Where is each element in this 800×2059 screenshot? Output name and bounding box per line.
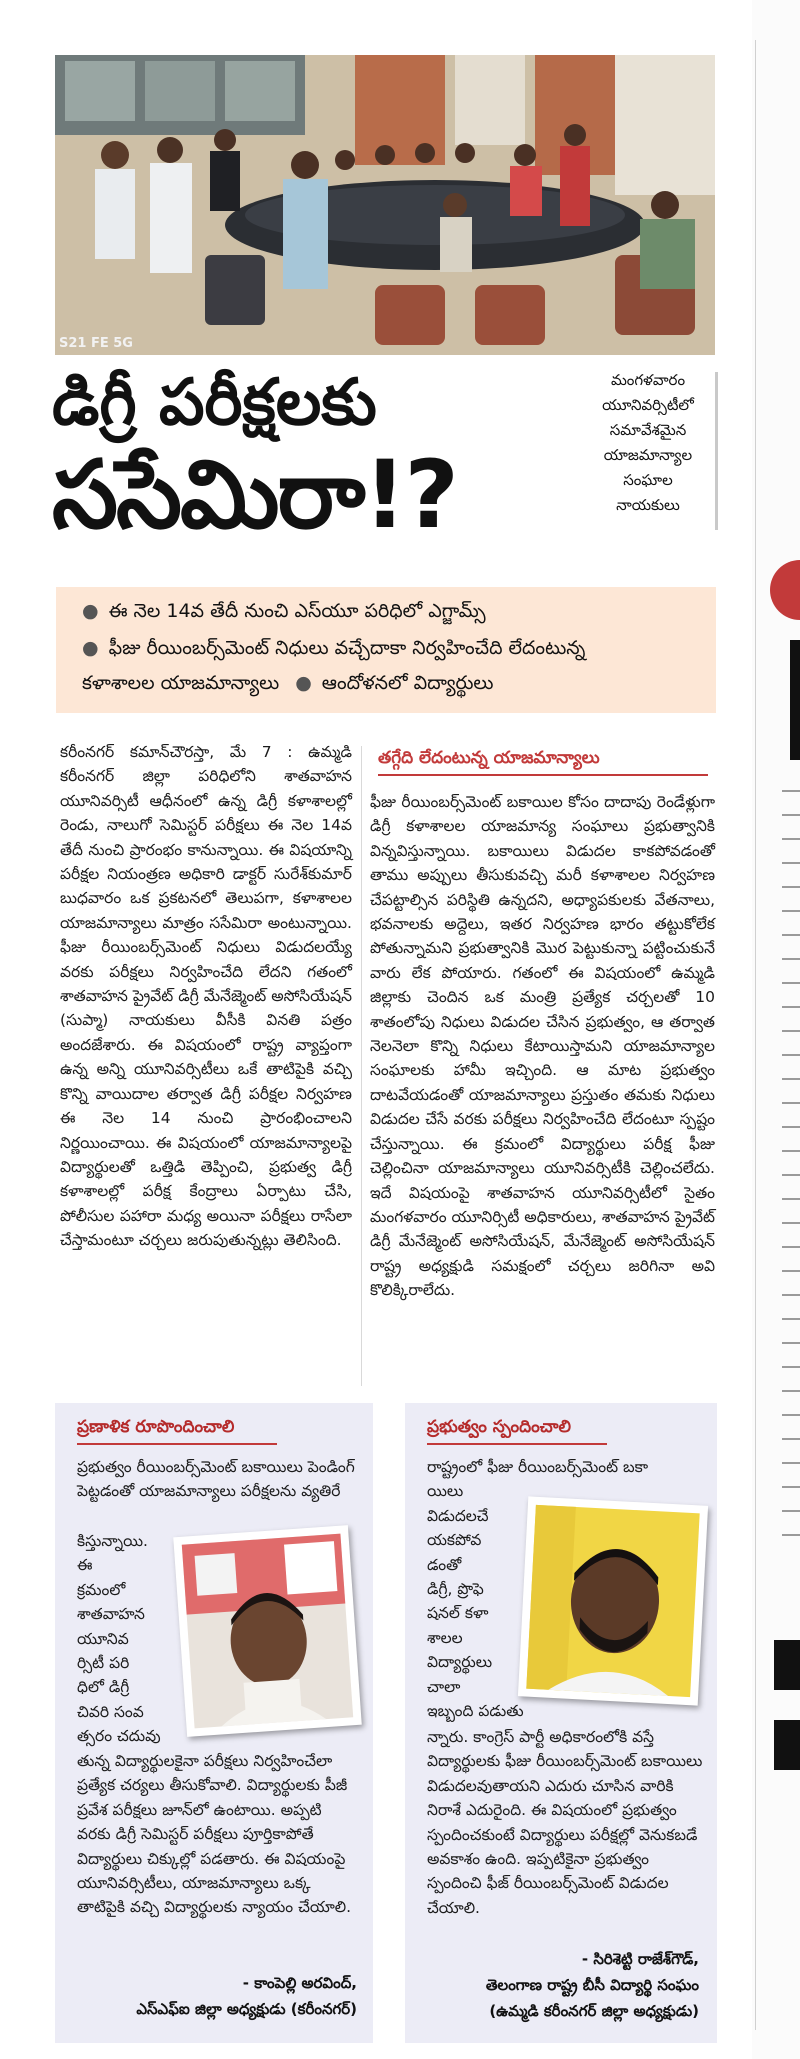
box-text: న్నారు. కాంగ్రెస్ పార్టీ అధికారంలోకి వస్తే విద్యార్థులకు ఫీజు రీయింబర్స్‌మెంట్ బకాయిలు విడుదలవుతాయని ఎదురు చూసిన వారికి నిరాశే ఎదురైంది. ఈ విషయంలో ప్రభుత్వం స్పందించకుంటే విద్యార్థులు పరీక్షల్లో వెనుకబడే అవకాశం ఉంది. ఇప్పటికైనా ప్రభుత్వం స్పందించి ఫీజ్ రీయింబర్స్‌మెంట్ విడుదల చేయాలి.: [427, 1728, 703, 1917]
portrait-photo-right: [518, 1496, 708, 1705]
portrait-photo-left: [173, 1525, 362, 1737]
signature-name: - సిరిశెట్టి రాజేశ్‌గౌడ్,: [581, 1950, 699, 1968]
bullet-icon: ●: [295, 672, 312, 694]
subheading-right: తగ్గేది లేదంటున్న యాజమాన్యాలు: [378, 748, 600, 768]
headline: [52, 365, 572, 551]
portrait-illustration: [518, 1496, 708, 1705]
caption-line: సమావేశమైన: [609, 421, 687, 439]
opinion-box-right: [405, 1403, 717, 2043]
caption-line: యాజమాన్యాల: [603, 446, 693, 464]
portrait-illustration: [173, 1525, 362, 1737]
adjacent-page-edge: [752, 0, 800, 2059]
page-gutter-rule: [755, 40, 756, 2030]
subheading-underline: [378, 774, 708, 776]
bullet-icon: ●: [82, 637, 99, 659]
box-title: ప్రణాళిక రూపొందించాలి: [77, 1417, 235, 1437]
signature-name: - కాంపెల్లి అరవింద్,: [242, 1974, 357, 1992]
opinion-box-left: [55, 1403, 373, 2043]
headline-line-2: ససేమిరా!?: [52, 441, 457, 550]
photo-caption: [582, 368, 714, 518]
highlight-item: కళాశాలల యాజమాన్యాలు ● ఆందోళనలో విద్యార్థులు: [82, 672, 494, 694]
caption-line: యూనివర్సిటీలో: [602, 396, 694, 414]
bullet-icon: ●: [82, 600, 99, 622]
signature-org: తెలంగాణ రాష్ట్ర బీసీ విద్యార్థి సంఘం: [485, 1976, 699, 1994]
headline-line-1: డిగ్రీ పరీక్షలకు: [52, 366, 377, 440]
box-title-underline: [427, 1443, 607, 1445]
box-text-side: కిస్తున్నాయి. ఈ క్రమంలో శాతవాహన యూనివ ర్సిటీ పరి ధిలో డిగ్రీ చివరి సంవ త్సరం చదువు: [77, 1532, 161, 1746]
highlight-item: ● ఫీజు రీయింబర్స్‌మెంట్ నిధులు వచ్చేదాకా నిర్వహించేది లేదంటున్న: [82, 637, 586, 659]
column-divider: [361, 746, 362, 1386]
camera-watermark: S21 FE 5G: [59, 336, 133, 351]
signature-role: ఎస్‌ఎఫ్‌ఐ జిల్లా అధ్యక్షుడు (కరీంనగర్): [136, 2000, 357, 2018]
caption-divider: [715, 372, 718, 530]
box-text: ప్రభుత్వం రీయింబర్స్‌మెంట్ బకాయిలు పెండింగ్ పెట్టడంతో యాజమాన్యాలు పరీక్షలను వ్యతిరే: [77, 1458, 355, 1501]
box-text-side: రాష్ట్రంలో ఫీజు రీయింబర్స్‌మెంట్ బకా యిలు విడుదలచే యకపోవ డంతో డిగ్రీ, ప్రొఫె షనల్ కళా శాలల విద్యార్థులు చాలా ఇబ్బంది పడుతు: [427, 1458, 649, 1721]
adjacent-page-graphic: [790, 640, 800, 760]
box-text: తున్న విద్యార్థులకైనా పరీక్షలు నిర్వహించేలా ప్రత్యేక చర్యలు తీసుకోవాలి. విద్యార్థులకు పీజీ ప్రవేశ పరీక్షలు జూన్‌లో ఉంటాయి. అప్పటి వరకు డిగ్రీ సెమిస్టర్ పరీక్షలు పూర్తికాపోతే విద్యార్థులు చిక్కుల్లో పడతారు. ఈ విషయంపై యూనివర్సిటీలు, యాజమాన్యాలు ఒక్క తాటిపైకి వచ్చి విద్యార్థులకు న్యాయం చేయాలి.: [77, 1752, 352, 1917]
article-left-column: కరీంనగర్ కమాన్‌చౌరస్తా, మే 7 : ఉమ్మడి కరీంనగర్ జిల్లా పరిధిలోని శాతవాహన యూనివర్సిటీ ఆధీనంలో ఉన్న డిగ్రీ కళాశాలల్లో రెండు, నాలుగో సెమిస్టర్ పరీక్షలు ఈ నెల 14వ తేదీ నుంచి ప్రారంభం కానున్నాయి. ఈ విషయాన్ని పరీక్షల నియంత్రణ అధికారి డాక్టర్ సురేశ్‌కుమార్ బుధవారం ఒక ప్రకటనలో తెలుపగా, కళాశాలల యాజమాన్యాలు మాత్రం ససేమిరా అంటున్నాయి. ఫీజు రీయింబర్స్‌మెంట్ నిధులు విడుదలయ్యే వరకు పరీక్షలు నిర్వహించేది లేదని గతంలో శాతవాహన ప్రైవేట్ డిగ్రీ మేనేజ్మెంట్ అసోసియేషన్ (సుప్మా) నాయకులు వీసీకి వినతి పత్రం అందజేశారు. ఈ విషయంలో రాష్ట్ర వ్యాప్తంగా ఉన్న అన్ని యూనివర్సిటీలు ఒకే తాటిపైకి వచ్చి కొన్ని వాయిదాల తర్వాత డిగ్రీ పరీక్షల నిర్వహణ ఈ నెల 14 నుంచి ప్రారంభించాలని నిర్ణయించాయి. ఈ విషయంలో యాజమాన్యాలపై విద్యార్థులతో ఒత్తిడి తెప్పించి, ప్రభుత్వ డిగ్రీ కళాశాలల్లో పరీక్ష కేంద్రాలు ఏర్పాటు చేసి, పోలీసుల పహారా మధ్య అయినా పరీక్షలు రాసేలా చేస్తామంటూ చర్చలు జరుపుతున్నట్లు తెలిసింది.: [60, 743, 352, 1250]
adjacent-page-graphic: [774, 1720, 800, 1770]
article-right-column: ఫీజు రీయింబర్స్‌మెంట్ బకాయిల కోసం దాదాపు రెండేళ్లుగా డిగ్రీ కళాశాలల యాజమాన్య సంఘాలు ప్రభుత్వానికి విన్నవిస్తున్నాయి. బకాయిలు విడుదల కాకపోవడంతో తాము అప్పులు తీసుకువచ్చి మరీ కళాశాలల నిర్వహణ చేపట్టాల్సిన పరిస్థితి ఉన్నదని, అధ్యాపకులకు వేతనాలు, భవనాలకు అద్దెలు, ఇతర నిర్వహణ భారం తట్టుకోలేక పోతున్నామని ప్రభుత్వానికి మొర పెట్టుకున్నా పట్టించుకునే వారు లేక పోయారు. గతంలో ఈ విషయంలో ఉమ్మడి జిల్లాకు చెందిన ఒక మంత్రి ప్రత్యేక చర్చలతో 10 శాతంలోపు నిధులు విడుదల చేసిన ప్రభుత్వం, ఆ తర్వాత నెలనెలా కొన్ని నిధులు కేటాయిస్తామని యాజమాన్యాల సంఘాలకు హామీ ఇచ్చింది. ఆ మాట ప్రభుత్వం దాటవేయడంతో యాజమాన్యాలు ప్రస్తుతం తమకు నిధులు విడుదల చేసే వరకు పరీక్షలు నిర్వహించేది లేదంటూ స్పష్టం చేస్తున్నాయి. ఈ క్రమంలో విద్యార్థులు పరీక్ష ఫీజు చెల్లించినా యాజమాన్యాలు యూనివర్సిటీకి చెల్లించలేదు. ఇదే విషయంపై శాతవాహన యూనివర్సిటీలో సైతం మంగళవారం యూనిర్సిటీ అధికారులు, శాతవాహన ప్రైవేట్ డిగ్రీ మేనేజ్మెంట్ అసోసియేషన్, మేనేజ్మెంట్ అసోసియేషన్ రాష్ట్ర అధ్యక్షుడి సమక్షంలో చర్చలు జరిగినా అవి కొలిక్కిరాలేదు.: [370, 793, 715, 1300]
meeting-photo-illustration: [55, 55, 715, 355]
box-title-underline: [77, 1443, 277, 1445]
adjacent-page-graphic: [770, 560, 800, 620]
caption-line: మంగళవారం: [610, 371, 686, 389]
signature-role: (ఉమ్మడి కరీంనగర్ జిల్లా అధ్యక్షుడు): [489, 2002, 699, 2020]
adjacent-page-text: [782, 780, 800, 1540]
box-title: ప్రభుత్వం స్పందించాలి: [427, 1417, 571, 1437]
highlight-item: ● ఈ నెల 14వ తేదీ నుంచి ఎస్‌యూ పరిధిలో ఎగ్జామ్స్: [82, 600, 486, 622]
caption-line: నాయకులు: [616, 496, 680, 514]
highlights-band: [56, 587, 716, 713]
adjacent-page-graphic: [774, 1640, 800, 1690]
meeting-photo: [55, 55, 715, 355]
caption-line: సంఘాల: [623, 471, 673, 489]
